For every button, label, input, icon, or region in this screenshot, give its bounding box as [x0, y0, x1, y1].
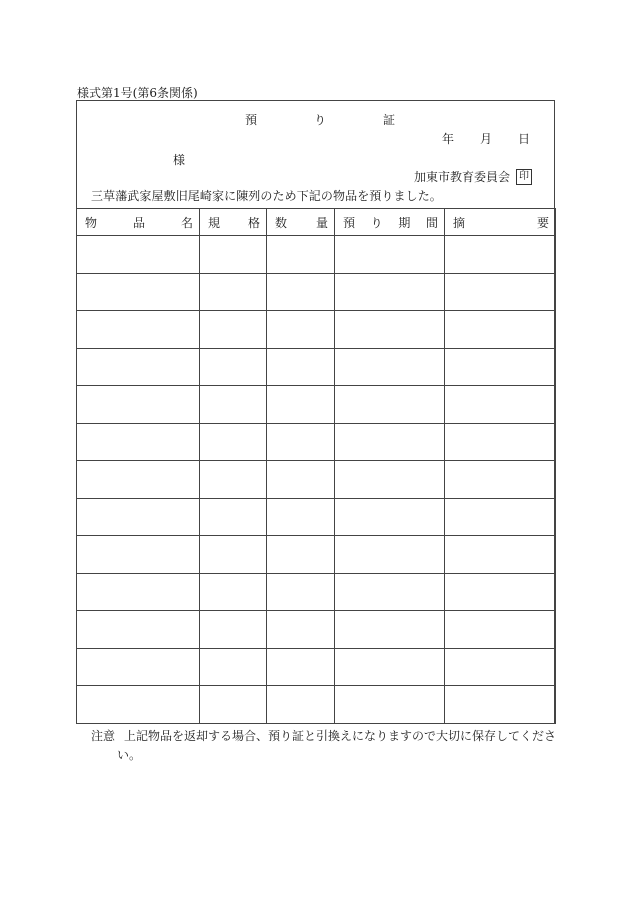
- table-cell[interactable]: [267, 273, 335, 311]
- table-row: [77, 611, 556, 649]
- table-cell[interactable]: [200, 536, 267, 574]
- table-cell[interactable]: [335, 498, 445, 536]
- table-cell[interactable]: [200, 386, 267, 424]
- table-row: [77, 423, 556, 461]
- table-cell[interactable]: [445, 461, 556, 499]
- table-cell[interactable]: [335, 611, 445, 649]
- table-cell[interactable]: [445, 686, 556, 724]
- table-cell[interactable]: [267, 386, 335, 424]
- table-cell[interactable]: [445, 273, 556, 311]
- table-cell[interactable]: [77, 236, 200, 274]
- date-line: [416, 130, 530, 147]
- table-row: [77, 236, 556, 274]
- table-cell[interactable]: [267, 423, 335, 461]
- table-cell[interactable]: [445, 611, 556, 649]
- table-row: [77, 648, 556, 686]
- table-cell[interactable]: [445, 386, 556, 424]
- table-cell[interactable]: [335, 686, 445, 724]
- table-row: [77, 536, 556, 574]
- table-cell[interactable]: [267, 686, 335, 724]
- table-cell[interactable]: [77, 686, 200, 724]
- addressee-suffix: 様: [173, 153, 186, 167]
- receipt-frame: [76, 100, 555, 724]
- table-row: [77, 311, 556, 349]
- header-char: 預: [343, 215, 356, 230]
- title-char: 証: [382, 113, 395, 127]
- seal-mark: 印: [516, 169, 532, 185]
- table-cell[interactable]: [267, 536, 335, 574]
- table-cell[interactable]: [445, 648, 556, 686]
- table-cell[interactable]: [267, 461, 335, 499]
- table-row: [77, 686, 556, 724]
- table-row: [77, 348, 556, 386]
- receipt-title: [245, 111, 395, 128]
- table-cell[interactable]: [335, 648, 445, 686]
- column-header-remarks: [445, 209, 556, 236]
- items-table-body: [77, 236, 556, 724]
- date-month: 月: [479, 132, 492, 146]
- table-cell[interactable]: [77, 536, 200, 574]
- table-cell[interactable]: [445, 311, 556, 349]
- table-cell[interactable]: [335, 273, 445, 311]
- table-cell[interactable]: [335, 573, 445, 611]
- table-cell[interactable]: [200, 348, 267, 386]
- table-cell[interactable]: [200, 498, 267, 536]
- table-cell[interactable]: [445, 236, 556, 274]
- header-char: 数: [275, 215, 288, 230]
- note-text: 上記物品を返却する場合、預り証と引換えになりますので大切に保存してくださ: [124, 729, 557, 743]
- table-cell[interactable]: [267, 498, 335, 536]
- issuer-name: 加東市教育委員会: [413, 170, 510, 184]
- header-char: 規: [208, 215, 221, 230]
- issuer-line: [414, 168, 532, 185]
- table-cell[interactable]: [335, 536, 445, 574]
- table-cell[interactable]: [77, 423, 200, 461]
- table-cell[interactable]: [445, 498, 556, 536]
- header-char: 摘: [453, 215, 466, 230]
- table-cell[interactable]: [77, 273, 200, 311]
- receipt-statement: 三草藩武家屋敷旧尾崎家に陳列のため下記の物品を預りました。: [91, 189, 442, 203]
- table-cell[interactable]: [200, 236, 267, 274]
- table-cell[interactable]: [200, 461, 267, 499]
- table-cell[interactable]: [267, 236, 335, 274]
- title-char: り: [313, 113, 326, 127]
- header-char: 間: [425, 215, 438, 230]
- table-row: [77, 498, 556, 536]
- table-cell[interactable]: [77, 348, 200, 386]
- form-number-label: 様式第1号(第6条関係): [77, 86, 198, 100]
- title-char: 預: [245, 113, 258, 127]
- table-cell[interactable]: [267, 348, 335, 386]
- header-char: 格: [247, 215, 260, 230]
- date-day: 日: [517, 132, 530, 146]
- table-cell[interactable]: [335, 386, 445, 424]
- table-cell[interactable]: [200, 648, 267, 686]
- table-cell[interactable]: [445, 536, 556, 574]
- table-cell[interactable]: [267, 573, 335, 611]
- table-row: [77, 573, 556, 611]
- note-block: [91, 727, 561, 765]
- table-cell[interactable]: [77, 311, 200, 349]
- table-cell[interactable]: [77, 648, 200, 686]
- table-cell[interactable]: [200, 423, 267, 461]
- table-header-row: [77, 209, 556, 236]
- column-header-period: [335, 209, 445, 236]
- table-cell[interactable]: [335, 423, 445, 461]
- header-char: 量: [315, 215, 328, 230]
- table-cell[interactable]: [77, 498, 200, 536]
- table-row: [77, 273, 556, 311]
- table-cell[interactable]: [77, 573, 200, 611]
- table-cell[interactable]: [267, 648, 335, 686]
- table-cell[interactable]: [77, 611, 200, 649]
- header-char: 期: [398, 215, 411, 230]
- table-cell[interactable]: [335, 461, 445, 499]
- header-char: 物: [85, 215, 98, 230]
- date-year: 年: [441, 132, 454, 146]
- header-char: り: [370, 215, 383, 230]
- table-row: [77, 386, 556, 424]
- table-row: [77, 461, 556, 499]
- table-cell[interactable]: [335, 311, 445, 349]
- table-cell[interactable]: [445, 573, 556, 611]
- header-char: 名: [180, 215, 193, 230]
- table-cell[interactable]: [335, 236, 445, 274]
- table-cell[interactable]: [77, 461, 200, 499]
- table-cell[interactable]: [335, 348, 445, 386]
- column-header-quantity: [267, 209, 335, 236]
- table-cell[interactable]: [200, 311, 267, 349]
- header-char: 要: [536, 215, 549, 230]
- table-cell[interactable]: [77, 386, 200, 424]
- note-line: [91, 727, 561, 746]
- note-text-continued: い。: [117, 748, 142, 762]
- table-cell[interactable]: [200, 573, 267, 611]
- table-cell[interactable]: [267, 311, 335, 349]
- column-header-spec: [200, 209, 267, 236]
- table-cell[interactable]: [200, 686, 267, 724]
- table-cell[interactable]: [445, 423, 556, 461]
- table-cell[interactable]: [267, 611, 335, 649]
- table-cell[interactable]: [200, 273, 267, 311]
- column-header-item-name: [77, 209, 200, 236]
- header-char: 品: [132, 215, 145, 230]
- table-cell[interactable]: [200, 611, 267, 649]
- table-cell[interactable]: [445, 348, 556, 386]
- note-label: 注意: [91, 729, 116, 743]
- items-table: [76, 208, 556, 724]
